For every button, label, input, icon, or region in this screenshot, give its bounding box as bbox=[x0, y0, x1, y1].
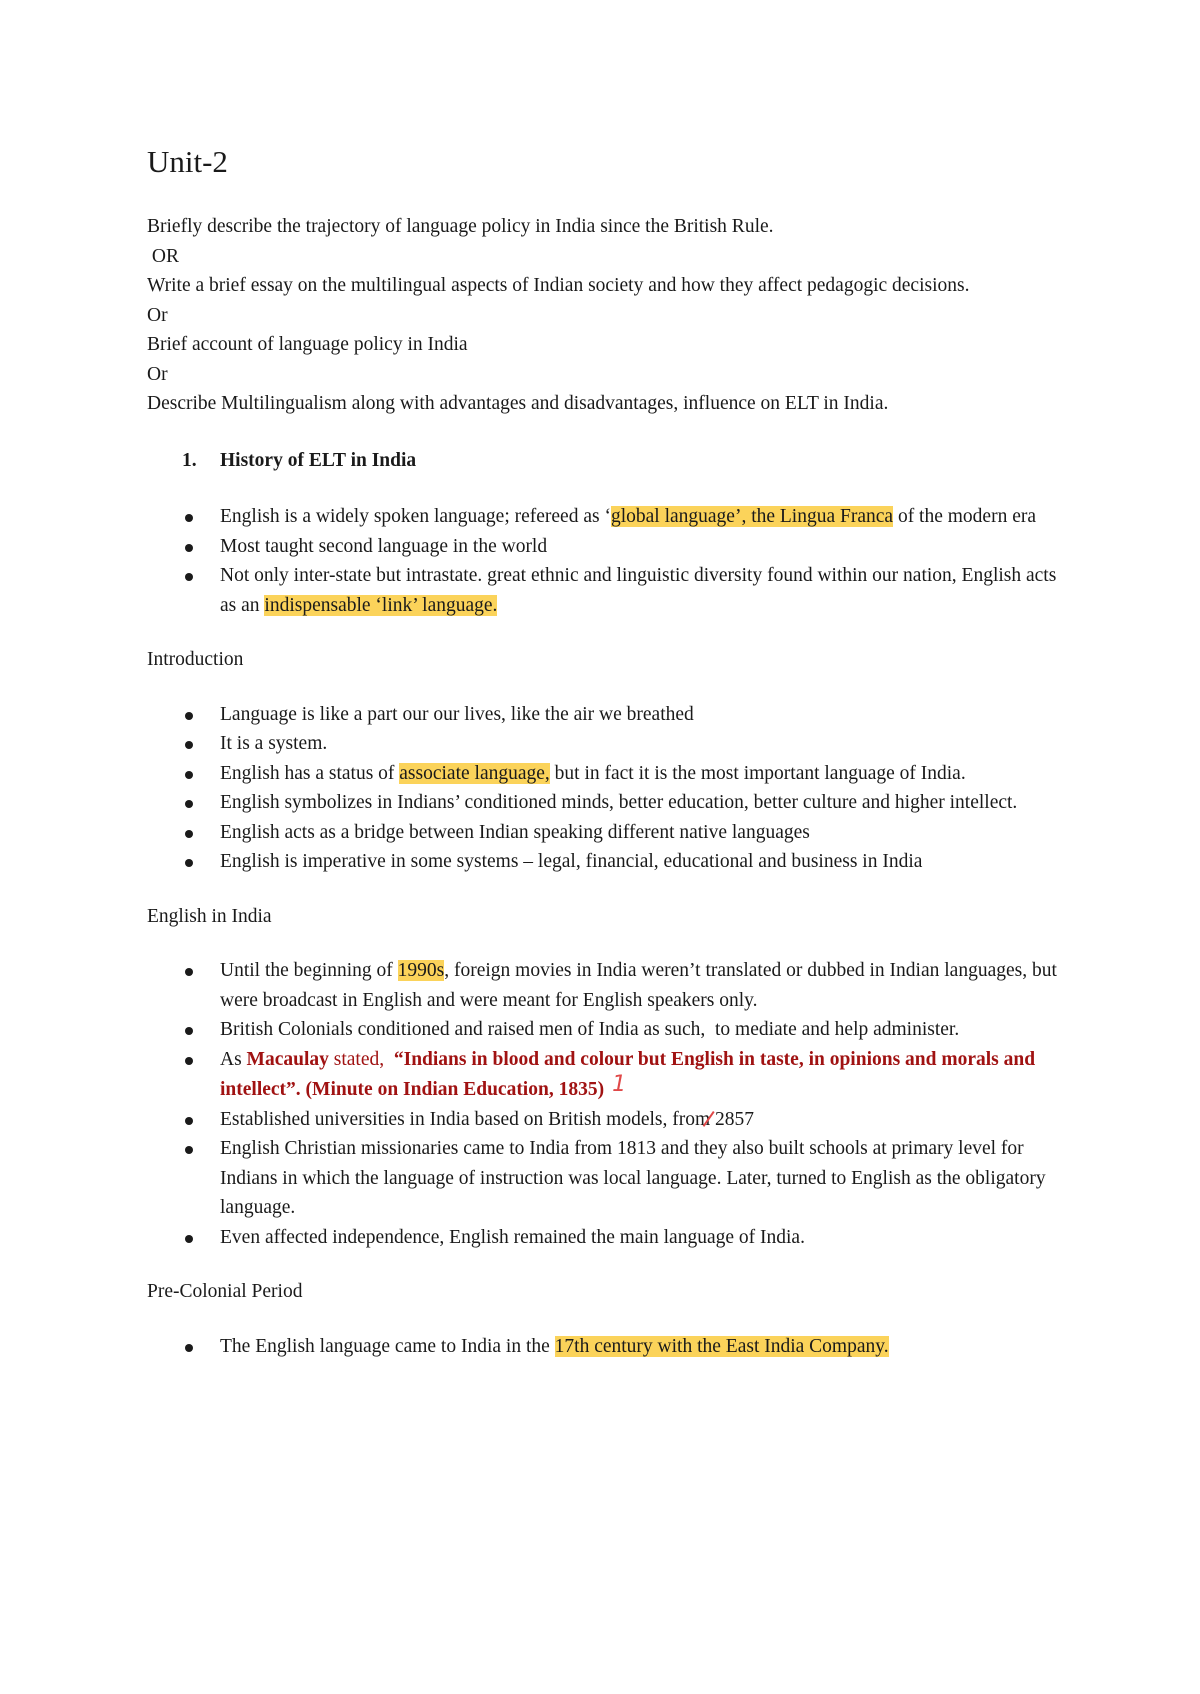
macaulay-quote: “Indians in blood and colour but English in taste, in opinions and morals and intellect”. (Minute on Indian Education, 1835) bbox=[220, 1048, 1036, 1100]
page-title: Unit-2 bbox=[147, 144, 228, 179]
highlighted-text: 1990s bbox=[397, 960, 445, 981]
list-item bbox=[147, 759, 1077, 789]
highlighted-text: indispensable ‘link’ language. bbox=[264, 594, 498, 616]
list-item bbox=[147, 1105, 1077, 1135]
subheading-english-in-india: English in India bbox=[147, 905, 272, 927]
english-in-india-bullet-list bbox=[147, 956, 1077, 1252]
section-heading-text: History of ELT in India bbox=[220, 449, 417, 471]
text: English has a status of bbox=[220, 762, 400, 784]
question-list bbox=[147, 212, 1077, 419]
introduction-bullet-list bbox=[147, 700, 1077, 877]
list-item: Even affected independence, English remained the main language of India. bbox=[147, 1223, 1077, 1253]
text: 857 bbox=[724, 1108, 755, 1130]
text: , foreign movies in India weren’t translated or dubbed in Indian languages, but were broadcast in English and were meant for English speakers only. bbox=[220, 960, 1057, 1011]
list-item: English Christian missionaries came to India from 1813 and they also built schools at primary level for Indians in which the language of instruction was local language. Later, turned to English as the obligatory language. bbox=[147, 1134, 1077, 1223]
subheading-pre-colonial: Pre-Colonial Period bbox=[147, 1281, 303, 1302]
highlighted-text: associate language, bbox=[399, 762, 550, 784]
subheading-introduction: Introduction bbox=[147, 649, 244, 670]
list-item bbox=[147, 561, 1077, 620]
highlighted-text: global language’, the Lingua Franca bbox=[610, 506, 894, 527]
list-item: It is a system. bbox=[147, 729, 1077, 759]
text: English is a widely spoken language; refereed as ‘ bbox=[220, 506, 611, 527]
handwritten-annotation: 1 bbox=[612, 1072, 627, 1097]
corrected-digit: 2 bbox=[715, 1105, 725, 1135]
question-separator: Or bbox=[147, 304, 168, 326]
document-body bbox=[147, 142, 1077, 1361]
text: Until the beginning of bbox=[220, 960, 398, 981]
text: but in fact it is the most important language of India. bbox=[549, 762, 966, 784]
list-item: English is imperative in some systems – legal, financial, educational and business in India bbox=[147, 847, 1077, 877]
text: Not only inter-state but intrastate. great ethnic and linguistic diversity found within our nation, English acts as an bbox=[220, 565, 1057, 616]
list-item: English acts as a bridge between Indian speaking different native languages bbox=[147, 818, 1077, 848]
pre-colonial-bullet-list bbox=[147, 1332, 1077, 1362]
list-item: Most taught second language in the world bbox=[147, 532, 1077, 562]
question-line: Briefly describe the trajectory of language policy in India since the British Rule. bbox=[147, 216, 774, 237]
question-line: Describe Multilingualism along with advantages and disadvantages, influence on ELT in India. bbox=[147, 393, 889, 414]
list-item: English symbolizes in Indians’ conditioned minds, better education, better culture and higher intellect. bbox=[147, 788, 1077, 818]
question-separator: OR bbox=[147, 245, 179, 267]
question-line: Brief account of language policy in India bbox=[147, 334, 468, 355]
person-name: Macaulay bbox=[246, 1048, 329, 1070]
list-item bbox=[147, 502, 1077, 532]
text: of the modern era bbox=[893, 506, 1036, 527]
text: The English language came to India in the bbox=[220, 1335, 555, 1357]
list-item bbox=[147, 956, 1077, 1015]
highlighted-text: 17th century with the East India Company. bbox=[554, 1335, 889, 1357]
question-line: Write a brief essay on the multilingual aspects of Indian society and how they affect pedagogic decisions. bbox=[147, 275, 970, 296]
section-number: 1. bbox=[182, 449, 197, 471]
history-bullet-list bbox=[147, 502, 1077, 620]
list-item: Language is like a part our our lives, like the air we breathed bbox=[147, 700, 1077, 730]
list-item bbox=[147, 1045, 1077, 1105]
section-heading-history bbox=[147, 446, 1077, 476]
question-separator: Or bbox=[147, 363, 168, 385]
list-item: British Colonials conditioned and raised men of India as such, to mediate and help administer. bbox=[147, 1015, 1077, 1045]
text: As bbox=[220, 1048, 247, 1070]
text: stated, bbox=[328, 1048, 394, 1070]
list-item bbox=[147, 1332, 1077, 1362]
text: Established universities in India based on British models, from bbox=[220, 1108, 716, 1130]
